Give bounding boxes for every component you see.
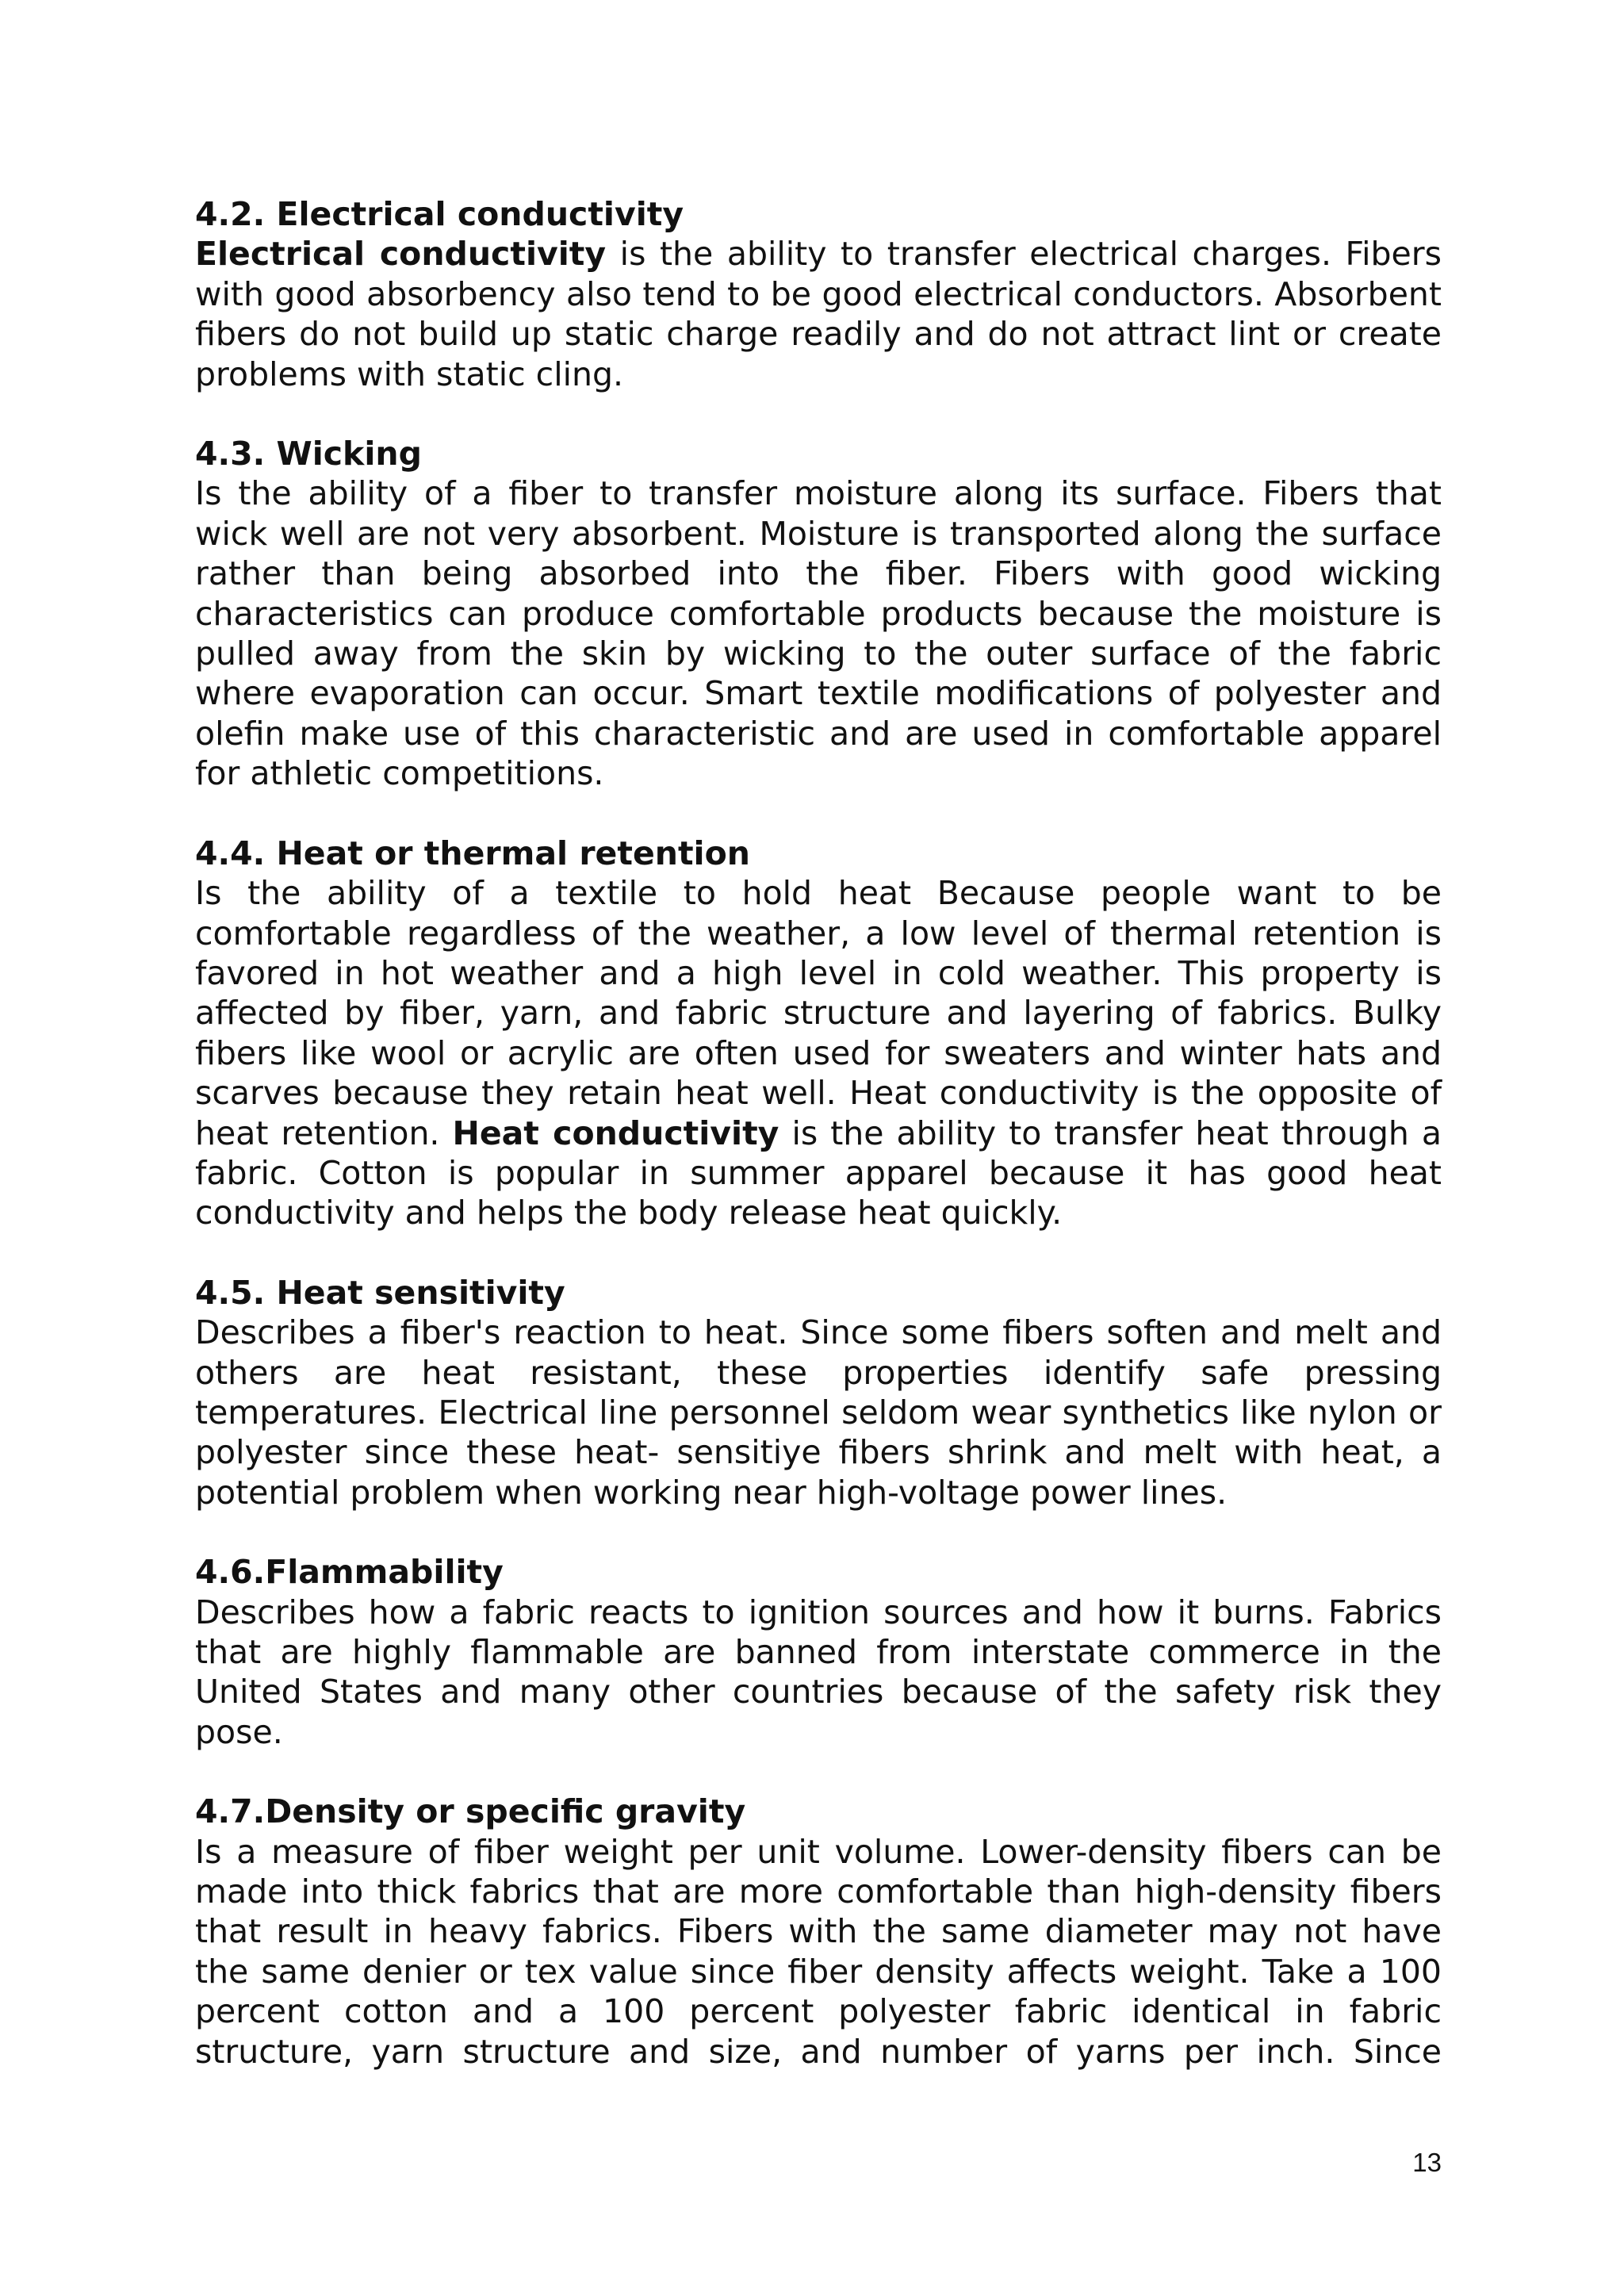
bold-term: Electrical conductivity <box>195 235 607 274</box>
section-paragraph: Describes how a fabric reacts to ignition sources and how it burns. Fabrics that are highly flammable are banned from interstate commerce in the United States and many other countries because of the safety risk they pose. <box>195 1593 1442 1751</box>
section-paragraph <box>195 234 1442 394</box>
paragraph-text: Is the ability of a textile to hold heat Because people want to be comfortable regardless of the weather, a low level of thermal retention is favored in hot weather and a high level in cold weather. This property is affected by fiber, yarn, and fabric structure and layering of fabrics. Bulky fibers like wool or acrylic are often used for sweaters and winter hats and scarves because they retain heat well. Heat conductivity is the opposite of heat retention. <box>195 874 1442 1152</box>
document-page <box>195 194 1442 2111</box>
section-heading: 4.4. Heat or thermal retention <box>195 834 750 872</box>
page-number: 13 <box>1412 2148 1442 2177</box>
paragraph-text: is the ability to transfer heat through a fabric. Cotton is popular in summer apparel because it has good heat conductivity and helps the body release heat quickly. <box>195 1114 1442 1232</box>
section-paragraph <box>195 873 1442 1233</box>
section-heading: 4.3. Wicking <box>195 435 422 473</box>
section-wicking <box>195 434 1442 794</box>
section-heading: 4.5. Heat sensitivity <box>195 1273 565 1312</box>
section-paragraph: Describes a fiber's reaction to heat. Since some fibers soften and melt and others are heat resistant, these properties identify safe pressing temperatures. Electrical line personnel seldom wear synthetics like nylon or polyester since these heat- sensitiye fibers shrink and melt with heat, a potential problem when working near high-voltage power lines. <box>195 1313 1442 1512</box>
section-thermal-retention <box>195 834 1442 1233</box>
section-paragraph: Is the ability of a fiber to transfer moisture along its surface. Fibers that wick well are not very absorbent. Moisture is transported along the surface rather than being absorbed into the fiber. Fibers with good wicking characteristics can produce comfortable products because the moisture is pulled away from the skin by wicking to the outer surface of the fabric where evaporation can occur. Smart textile modifications of polyester and olefin make use of this characteristic and are used in comfortable apparel for athletic competitions. <box>195 474 1442 793</box>
section-heading: 4.2. Electrical conductivity <box>195 195 684 233</box>
paragraph-text: is the ability to transfer electrical charges. Fibers with good absorbency also tend to be good electrical conductors. Absorbent fibers do not build up static charge readily and do not attract lint or create problems with static cling. <box>195 235 1442 393</box>
section-density <box>195 1792 1442 2072</box>
section-electrical-conductivity <box>195 194 1442 394</box>
section-heading: 4.6.Flammability <box>195 1553 504 1592</box>
bold-term: Heat conductivity <box>452 1114 779 1152</box>
section-paragraph: Is a measure of fiber weight per unit volume. Lower-density fibers can be made into thick fabrics that are more comfortable than high-density fibers that result in heavy fabrics. Fibers with the same diameter may not have the same denier or tex value since fiber density affects weight. Take a 100 percent cotton and a 100 percent polyester fabric identical in fabric structure, yarn structure and size, and number of yarns per inch. Since <box>195 1832 1442 2071</box>
section-heading: 4.7.Density or specific gravity <box>195 1792 746 1831</box>
section-heat-sensitivity <box>195 1273 1442 1512</box>
section-flammability <box>195 1552 1442 1752</box>
